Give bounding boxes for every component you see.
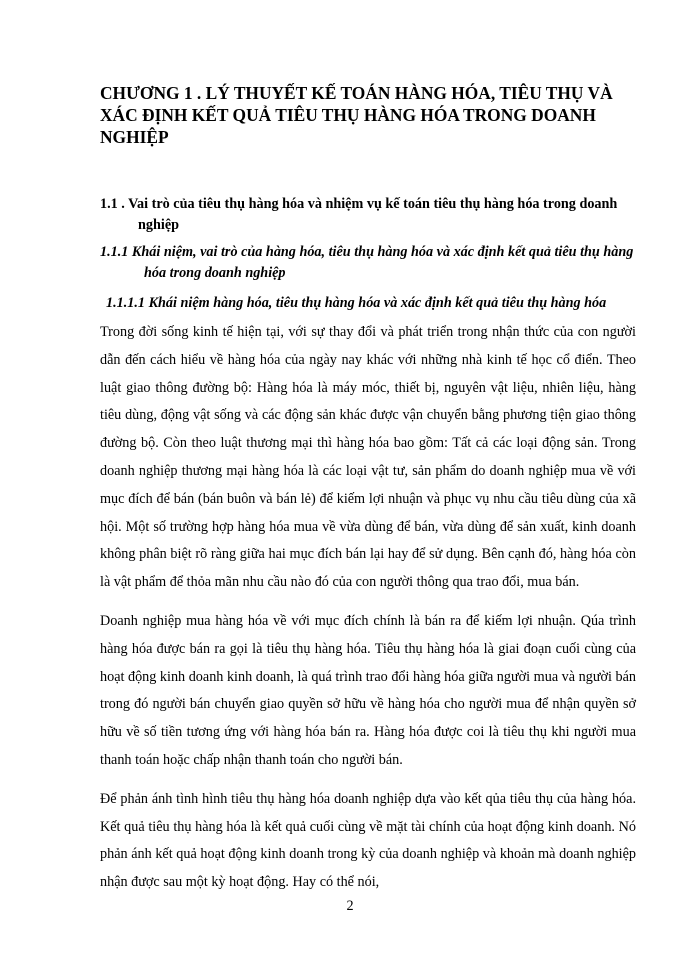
- section-heading-1-1: 1.1 . Vai trò của tiêu thụ hàng hóa và nhiệm vụ kế toán tiêu thụ hàng hóa trong doanh nghiệp: [100, 196, 618, 233]
- paragraph-goods-consumption: Doanh nghiệp mua hàng hóa về với mục đích chính là bán ra để kiếm lợi nhuận. Qúa trình hàng hóa được bán ra gọi là tiêu thụ hàng hóa. Tiêu thụ hàng hóa là giai đoạn cuối cùng của hoạt động kinh doanh kinh doanh, là quá trình trao đổi hàng hóa giữa người mua và người bán trong đó người bán chuyển giao quyền sở hữu về hàng hóa cho người mua để nhận quyền sở hữu về số tiền tương ứng với hàng hóa bán ra. Hàng hóa được coi là tiêu thụ khi người mua thanh toán hoặc chấp nhận thanh toán cho người bán.: [100, 612, 636, 768]
- page-number: 2: [346, 898, 354, 914]
- section-heading-1-1-1-1: 1.1.1.1 Khái niệm hàng hóa, tiêu thụ hàng hóa và xác định kết quả tiêu thụ hàng hóa: [106, 295, 607, 311]
- paragraph-consumption-result: Để phản ánh tình hình tiêu thụ hàng hóa doanh nghiệp dựa vào kết qủa tiêu thụ của hàng hóa. Kết quả tiêu thụ hàng hóa là kết quả cuối cùng về mặt tài chính của hoạt động kinh doanh. Nó phản ánh kết quả hoạt động kinh doanh trong kỳ của doanh nghiệp và khoản mà doanh nghiệp nhận được sau một kỳ hoạt động. Hay có thể nói,: [100, 790, 636, 891]
- paragraph-goods-definition: Trong đời sống kinh tế hiện tại, với sự thay đổi và phát triển trong nhận thức của con người dẫn đến cách hiểu về hàng hóa của ngày nay khác với những nhà kinh tế học cổ điển. Theo luật giao thông đường bộ: Hàng hóa là máy móc, thiết bị, nguyên vật liệu, nhiên liệu, hàng tiêu dùng, động vật sống và các động sản khác được vận chuyển bằng phương tiện giao thông đường bộ. Còn theo luật thương mại thì hàng hóa bao gồm: Tất cả các loại động sản. Trong doanh nghiệp thương mại hàng hóa là các loại vật tư, sản phẩm do doanh nghiệp mua về với mục đích để bán (bán buôn và bán lẻ) để kiếm lợi nhuận và phục vụ nhu cầu tiêu dùng của xã hội. Một số trường hợp hàng hóa mua về vừa dùng để bán, vừa dùng để sản xuất, kinh doanh không phân biệt rõ ràng giữa hai mục đích bán lại hay để sử dụng. Bên cạnh đó, hàng hóa còn là vật phẩm để thỏa mãn nhu cầu nào đó của con người thông qua trao đổi, mua bán.: [100, 324, 636, 591]
- section-heading-1-1-1: 1.1.1 Khái niệm, vai trò của hàng hóa, tiêu thụ hàng hóa và xác định kết quả tiêu thụ hàng hóa trong doanh nghiệp: [100, 244, 634, 281]
- chapter-title: CHƯƠNG 1 . LÝ THUYẾT KẾ TOÁN HÀNG HÓA, TIÊU THỤ VÀ XÁC ĐỊNH KẾT QUẢ TIÊU THỤ HÀNG HÓA TRONG DOANH NGHIỆP: [100, 83, 613, 147]
- document-page: [100, 82, 636, 897]
